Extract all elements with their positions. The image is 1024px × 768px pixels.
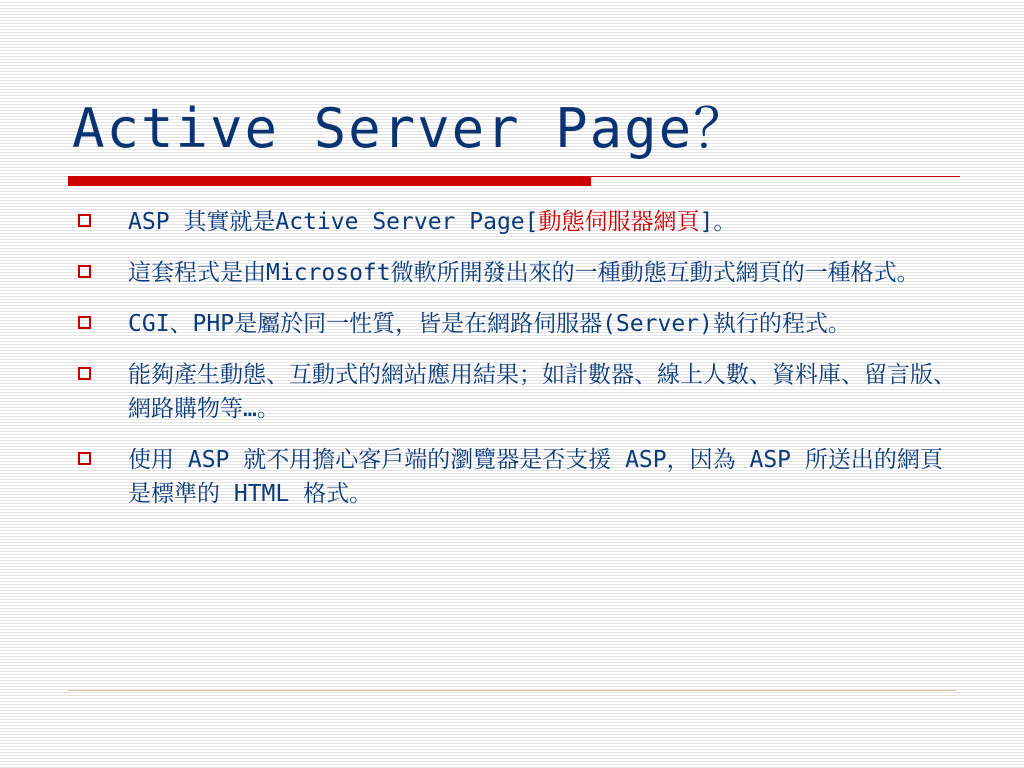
hollow-square-icon [78,316,91,329]
bullet-item [76,256,956,290]
title-underline-bar [68,176,591,186]
bullet-list [76,205,956,528]
bullet-item [76,205,956,239]
hollow-square-icon [78,265,91,278]
title-underline-line [591,176,960,177]
bullet-text: 能夠產生動態、互動式的網站應用結果；如計數器、線上人數、資料庫、留言版、網路購物等…。 [128,362,956,422]
footer-divider [68,690,956,691]
bullet-item [76,307,956,341]
hollow-square-icon [78,367,91,380]
slide-title: Active Server Page？ [72,97,750,160]
hollow-square-icon [78,214,91,227]
hollow-square-icon [78,452,91,465]
bullet-text: 這套程式是由Microsoft微軟所開發出來的一種動態互動式網頁的一種格式。 [128,260,920,286]
bullet-text-highlight: 動態伺服器網頁 [538,209,700,235]
bullet-text-part: ASP 其實就是Active Server Page[ [128,209,539,235]
bullet-item [76,443,956,511]
bullet-text [128,209,736,235]
bullet-text-part: ]。 [699,209,737,235]
bullet-text: CGI、PHP是屬於同一性質，皆是在網路伺服器(Server)執行的程式。 [128,311,851,337]
bullet-text: 使用 ASP 就不用擔心客戶端的瀏覽器是否支援 ASP，因為 ASP 所送出的網頁是標準的 HTML 格式。 [128,447,943,507]
bullet-item [76,358,956,426]
